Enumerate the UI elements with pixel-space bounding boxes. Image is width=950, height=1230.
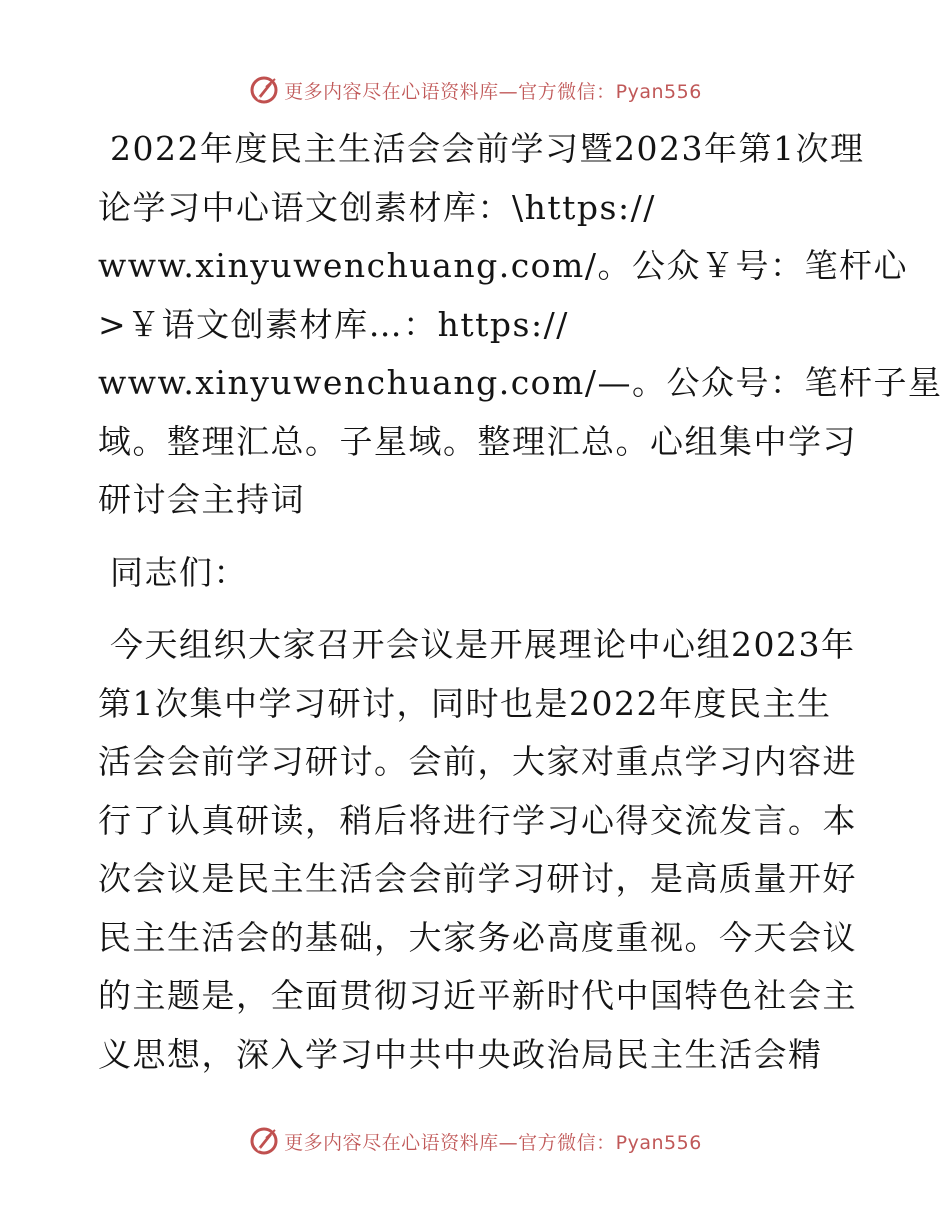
title-line: >￥语文创素材库…：https:// [98,304,569,344]
body-line: 第1次集中学习研讨，同时也是2022年度民主生 [98,683,832,723]
quill-circle-icon [248,1125,280,1157]
document-body [98,120,943,1084]
title-line: www.xinyuwenchuang.com/—。公众号：笔杆子星 [98,363,943,402]
watermark-text: 更多内容尽在心语资料库—官方微信：Pyan556 [284,80,702,103]
body-line: 今天组织大家召开会议是开展理论中心组2023年 [110,625,856,664]
footer-watermark [0,1121,950,1161]
body-line: 的主题是，全面贯彻习近平新时代中国特色社会主 [98,976,857,1015]
title-line: 论学习中心语文创素材库：\https:// [98,187,656,227]
document-title [98,120,943,530]
body-line: 行了认真研读，稍后将进行学习心得交流发言。本 [98,800,857,840]
watermark-text: 更多内容尽在心语资料库—官方微信：Pyan556 [284,1131,702,1154]
salutation-line: 同志们： [110,552,248,592]
body-line: 民主生活会的基础，大家务必高度重视。今天会议 [98,917,857,957]
salutation [98,544,858,603]
body-paragraph [98,616,858,1084]
quill-circle-icon [248,74,280,106]
body-line: 活会会前学习研讨。会前，大家对重点学习内容进 [98,742,857,781]
body-line: 义思想，深入学习中共中央政治局民主生活会精 [98,1034,823,1074]
title-line: www.xinyuwenchuang.com/。公众￥号：笔杆心 [98,246,908,285]
title-line: 2022年度民主生活会会前学习暨2023年第1次理 [110,129,865,168]
title-line: 研讨会主持词 [98,480,305,519]
title-line: 域。整理汇总。子星域。整理汇总。心组集中学习 [98,421,857,461]
header-watermark [0,70,950,110]
body-line: 次会议是民主生活会会前学习研讨，是高质量开好 [98,859,857,898]
